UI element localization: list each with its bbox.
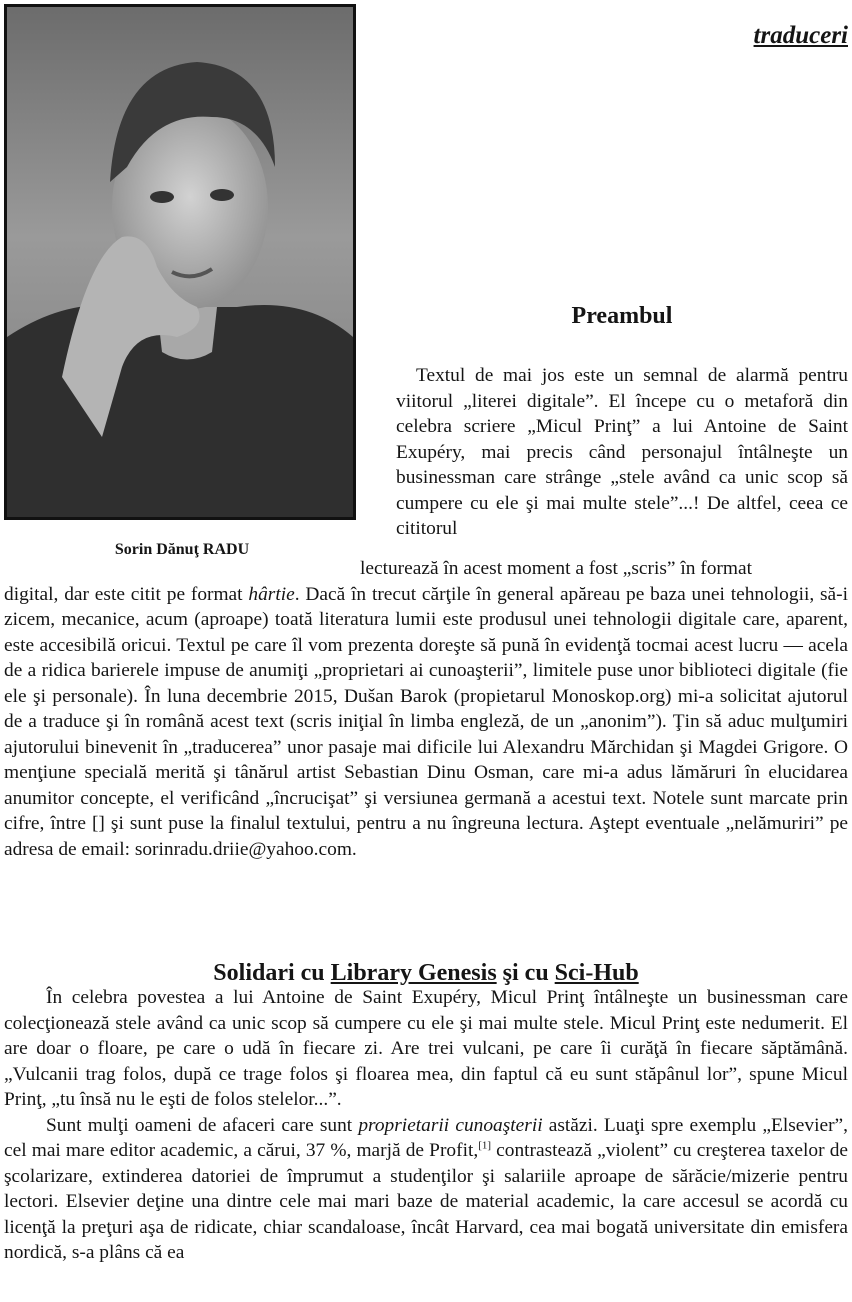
article-title-prefix: Solidari cu	[213, 960, 331, 986]
preamble-text-segment-2: . Dacă în trecut cărţile în general apăreau pe baza unei tehnologii, să-i zicem, mecanice, acum (aproape) toată literatura lumii este produsul unei tehnologii digitale care, aparent, este accesibilă oricui. Textul pe care îl vom prezenta doreşte să pună în evidenţă tocmai acest lucru — acela de a ridica barierele impuse de anumiţi „proprietari ai cunoaşterii”, limitele puse unor biblioteci digitale (fie ele şi personale). În luna decembrie 2015, Dušan Barok (propietarul Monoskop.org) mi-a solicitat ajutorul de a traduce şi în română acest text (scris iniţial în limba engleză, de un „anonim”). Ţin să aduc mulţumiri ajutorului binevenit în „traducerea” unor pasaje mai dificile lui Alexandru Mărchidan şi Magdei Grigore. O menţiune specială merită şi tânărul artist Sebastian Dinu Osman, care mi-a adus lămăruri în elucidarea anumitor concepte, el verificând „încrucişat” şi versiunea germană a acestui text. Notele sunt marcate prin cifre, între [] şi sunt puse la finalul textului, pentru a nu îngreuna lectura. Aştept eventuale „nelămuriri” pe adresa de email: sorinradu.driie@yahoo.com.	[4, 583, 849, 860]
preamble-italic-word: hârtie	[248, 583, 295, 605]
footnote-ref[interactable]: [1]	[478, 1139, 492, 1152]
article-title	[4, 960, 848, 987]
article-paragraph-2	[4, 1113, 848, 1266]
preamble-body	[4, 582, 848, 863]
sci-hub-link[interactable]: Sci-Hub	[554, 960, 639, 986]
photo-caption: Sorin Dănuţ RADU	[114, 541, 250, 558]
article-paragraph-1: În celebra povestea a lui Antoine de Saint Exupéry, Micul Prinţ întâlneşte un businessman care colecţionează stele având ca unic scop să cumpere cu ele şi mai multe stele. Micul Prinţ este nedumerit. El are doar o floare, pe care o udă în fiecare zi. Are trei vulcani, pe care îi curăţă în fiecare săptămână. „Vulcanii trag folos, după ce trage folos şi floarea mea, din faptul că eu sunt stăpânul lor”, spune Micul Prinţ, „tu însă nu le eşti de folos stelelor...”.	[4, 987, 848, 1110]
p2-italic: proprietarii cunoaşterii	[358, 1114, 543, 1136]
preamble-text-segment: digital, dar este citit pe format	[4, 583, 249, 605]
article-body	[4, 985, 848, 1266]
author-photo	[4, 4, 356, 520]
preamble-first-line: lecturează în acest moment a fost „scris” în format	[360, 558, 752, 579]
article-title-mid: şi cu	[496, 960, 555, 986]
library-genesis-link[interactable]: Library Genesis	[330, 960, 497, 986]
preamble-continuation	[4, 556, 848, 862]
section-label: traduceri	[753, 22, 848, 49]
p2-segment-3: contrastează „violent” cu creşterea taxelor de şcolarizare, extinderea datoriei de împrumut a studenţilor şi salariile aproape de sărăcie/mizerie pentru lectori. Elsevier deţine una dintre cele mai mari baze de material academic, la care accesul se acordă cu licenţă la preţuri aşa de ridicate, chiar scandaloase, încât Harvard, cea mai bogată universitate din emisfera nordică, s-a plâns că ea	[4, 1140, 849, 1263]
preamble-float-paragraph	[396, 363, 848, 542]
preamble-float-text: Textul de mai jos este un semnal de alarmă pentru viitorul „literei digitale”. El începe cu o metaforă din celebra scriere „Micul Prinţ” a lui Antoine de Saint Exupéry, mai precis când personajul întâlneşte un businessman care strânge „stele având ca unic scop să cumpere cu ele şi mai multe stele”...! De altfel, ceea ce cititorul	[396, 365, 848, 539]
p2-segment: Sunt mulţi oameni de afaceri care sunt	[46, 1114, 359, 1136]
p2-segment-2: astăzi. Luaţi spre exemplu „Elsevier”, cel mai mare editor academic, a cărui, 37 %, marjă de Profit,	[4, 1114, 848, 1161]
portrait-photo-icon	[7, 7, 353, 517]
preamble-title: Preambul	[571, 303, 673, 329]
